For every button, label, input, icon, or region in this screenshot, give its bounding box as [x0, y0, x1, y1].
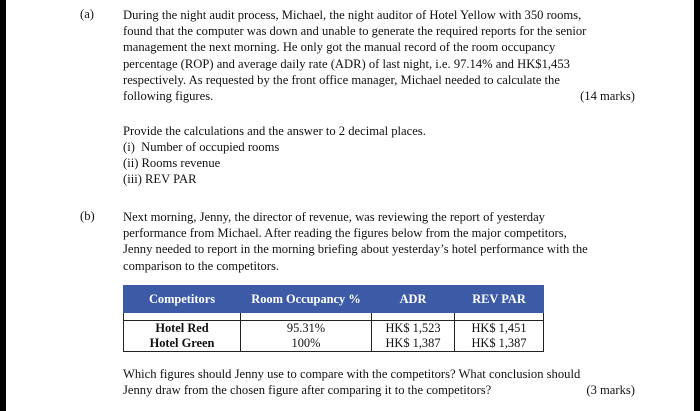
subquestion-item: (i) Number of occupied rooms	[123, 140, 280, 154]
part-b-line: performance from Michael. After reading the figures below from the major competitors,	[123, 226, 567, 241]
table-row	[124, 336, 544, 352]
part-a-line: following figures.	[123, 89, 214, 104]
table-header-cell: Room Occupancy %	[241, 286, 372, 313]
part-a-subquestions	[123, 123, 635, 187]
part-a-line: management the next morning. He only got the manual record of the room occupancy	[123, 40, 556, 55]
part-a-marks: (14 marks)	[580, 89, 635, 104]
table-cell: 95.31%	[241, 321, 372, 337]
subquestion-item: (ii) Rooms revenue	[123, 156, 221, 170]
part-a-label: (a)	[80, 7, 94, 21]
table-cell: Hotel Red	[124, 321, 241, 337]
part-b-paragraph	[123, 209, 635, 274]
table-cell: Hotel Green	[124, 336, 241, 352]
part-b-marks: (3 marks)	[586, 383, 635, 398]
part-a-line: found that the computer was down and unable to generate the required reports for the senior	[123, 24, 587, 39]
table-header-row	[124, 286, 544, 313]
part-a-instruction: Provide the calculations and the answer to 2 decimal places.	[123, 124, 426, 138]
part-b-question-line: Jenny draw from the chosen figure after comparing it to the competitors?	[123, 383, 492, 398]
part-a-line: respectively. As requested by the front office manager, Michael needed to calculate the	[123, 72, 560, 87]
table-row	[124, 321, 544, 337]
table-header-cell: ADR	[372, 286, 455, 313]
part-b-line: Jenny needed to report in the morning briefing about yesterday’s hotel performance with the	[123, 242, 588, 257]
table-cell: HK$ 1,523	[372, 321, 455, 337]
part-b-line: Next morning, Jenny, the director of revenue, was reviewing the report of yesterday	[123, 210, 545, 224]
competitor-table	[123, 285, 544, 352]
table-cell: HK$ 1,387	[372, 336, 455, 352]
part-b-question-line: Which figures should Jenny use to compare with the competitors? What conclusion should	[123, 367, 581, 381]
part-a-line: percentage (ROP) and average daily rate (ADR) of last night, i.e. 97.14% and HK$1,453	[123, 56, 570, 71]
part-b-question	[123, 366, 635, 398]
table-cell: HK$ 1,387	[455, 336, 544, 352]
table-header-cell: Competitors	[124, 286, 241, 313]
table-cell: 100%	[241, 336, 372, 352]
table-header-cell: REV PAR	[455, 286, 544, 313]
table-cell: HK$ 1,451	[455, 321, 544, 337]
part-b-line: comparison to the competitors.	[123, 258, 279, 273]
part-a-paragraph	[123, 7, 635, 104]
right-edge-bar	[694, 0, 700, 411]
subquestion-item: (iii) REV PAR	[123, 172, 197, 186]
part-b-label: (b)	[80, 209, 95, 223]
left-edge-bar	[0, 0, 6, 411]
part-a-line: During the night audit process, Michael, the night auditor of Hotel Yellow with 350 rooms,	[123, 8, 582, 22]
